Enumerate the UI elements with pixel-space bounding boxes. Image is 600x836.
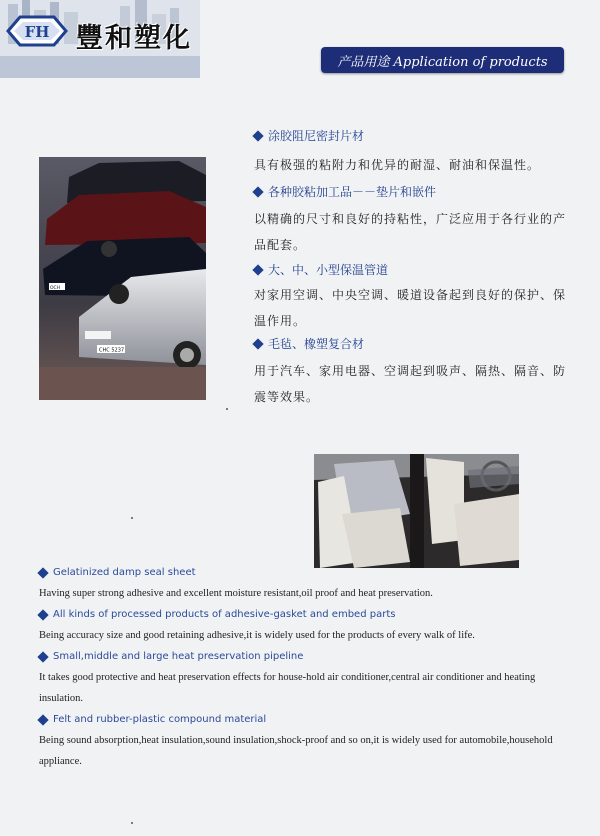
en-item-heading xyxy=(39,562,579,583)
chinese-applications-list xyxy=(254,126,574,410)
diamond-bullet-icon xyxy=(252,130,263,141)
print-speck xyxy=(131,517,133,519)
zh-item-body: 具有极强的粘附力和优异的耐湿、耐油和保温性。 xyxy=(254,158,541,172)
zh-heading-text: 涂胶阻尼密封片材 xyxy=(268,129,365,143)
zh-heading-text: 大、中、小型保温管道 xyxy=(268,263,389,277)
zh-item-body: 以精确的尺寸和良好的持粘性，广泛应用于各行业的产品配套。 xyxy=(254,212,567,252)
diamond-bullet-icon xyxy=(37,609,48,620)
zh-item-heading xyxy=(254,334,574,354)
english-applications-list xyxy=(39,562,579,772)
license-plate-text: CHC 5237 xyxy=(99,347,125,354)
zh-item-heading xyxy=(254,260,574,280)
en-heading-text: Small,middle and large heat preservation pipeline xyxy=(53,651,304,662)
zh-item-body: 对家用空调、中央空调、暖道设备起到良好的保护、保温作用。 xyxy=(254,288,567,328)
diamond-bullet-icon xyxy=(37,714,48,725)
print-speck xyxy=(226,408,228,410)
license-plate-text-2: OCH xyxy=(50,286,61,291)
cars-photo xyxy=(39,157,206,400)
en-item-body: Being accuracy size and good retaining adhesive,it is widely used for the products of every walk of life. xyxy=(39,630,475,641)
zh-heading-text: 毛毡、橡塑复合材 xyxy=(268,337,365,351)
en-heading-text: All kinds of processed products of adhesive-gasket and embed parts xyxy=(53,609,396,620)
car-interior-photo xyxy=(314,454,519,568)
company-logo-text: 豐和塑化 xyxy=(76,23,192,54)
logo-badge-text: FH xyxy=(24,23,50,41)
zh-item-heading xyxy=(254,182,574,202)
en-item-body: Having super strong adhesive and excellent moisture resistant,oil proof and heat preservation. xyxy=(39,588,433,599)
en-item-body: It takes good protective and heat preservation effects for house-hold air conditioner,central air conditioner and heating insulation. xyxy=(39,672,536,704)
header-background xyxy=(0,0,200,78)
en-heading-text: Felt and rubber-plastic compound material xyxy=(53,714,267,725)
zh-item-heading xyxy=(254,126,574,146)
zh-item-body: 用于汽车、家用电器、空调起到吸声、隔热、隔音、防震等效果。 xyxy=(254,364,567,404)
diamond-bullet-icon xyxy=(37,651,48,662)
diamond-bullet-icon xyxy=(252,186,263,197)
page-title: 产品用途 Application of products xyxy=(337,54,548,70)
en-item-heading xyxy=(39,709,579,730)
diamond-bullet-icon xyxy=(252,264,263,275)
diamond-bullet-icon xyxy=(37,567,48,578)
en-item-heading xyxy=(39,646,579,667)
print-speck xyxy=(131,822,133,824)
fh-logo-icon xyxy=(6,14,68,48)
en-heading-text: Gelatinized damp seal sheet xyxy=(53,567,196,578)
page-title-bar xyxy=(321,47,564,73)
zh-heading-text: 各种胶粘加工品－－垫片和嵌件 xyxy=(268,185,437,199)
diamond-bullet-icon xyxy=(252,338,263,349)
en-item-body: Being sound absorption,heat insulation,sound insulation,shock-proof and so on,it is widely used for automobile,household appliance. xyxy=(39,735,553,767)
en-item-heading xyxy=(39,604,579,625)
